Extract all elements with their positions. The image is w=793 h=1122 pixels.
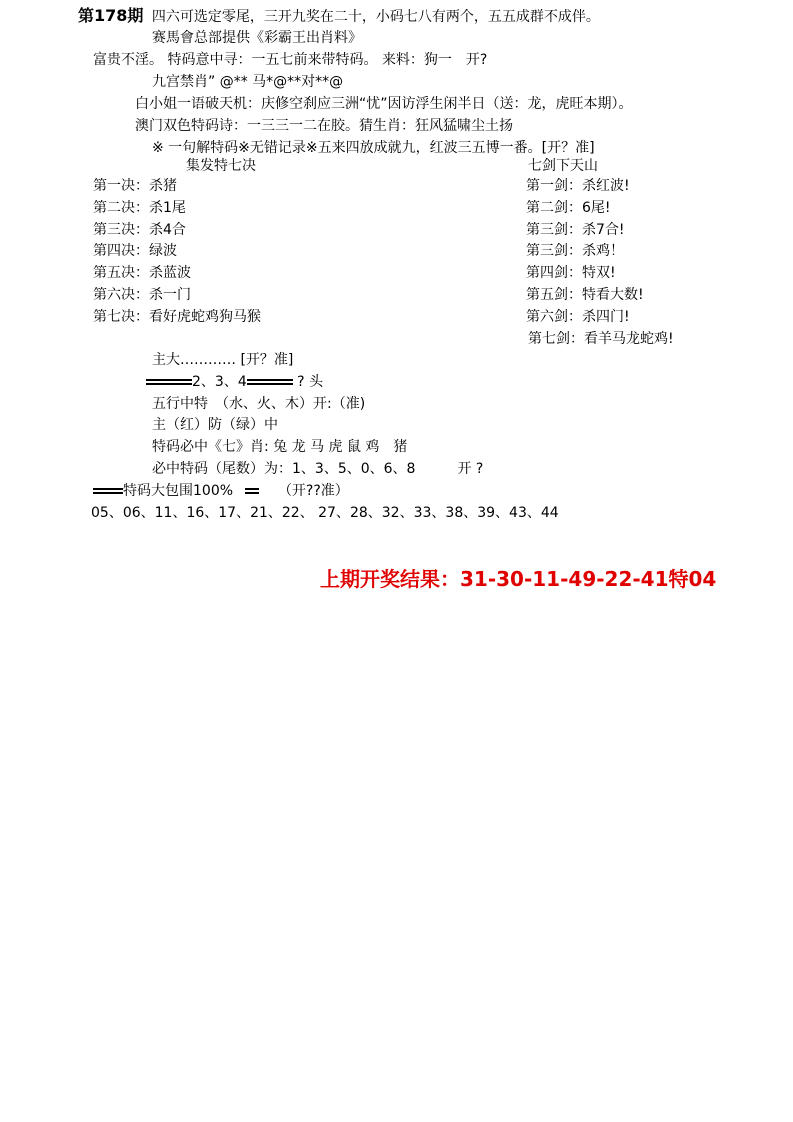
right-item: 第四剑：特双! (526, 265, 616, 282)
issue-number: 第178期 (78, 6, 144, 25)
heads-suffix: ? 头 (292, 374, 324, 390)
right-item: 第一剑：杀红波! (526, 178, 630, 194)
right-item: 第七剑：看羊马龙蛇鸡! (528, 330, 674, 347)
miss-bai-line: 白小姐一语破天机：庆修空刹应三洲“忧”因访浮生闲半日（送：龙，虎旺本期）。 (135, 96, 633, 112)
right-item: 第二剑：6尾! (526, 199, 611, 216)
header-line (78, 6, 600, 27)
tail-line: 必中特码（尾数）为：1、3、5、0、6、8 开 ? (152, 461, 484, 477)
left-item: 第六决：杀一门 (93, 286, 191, 303)
left-list (93, 176, 261, 329)
right-item: 第三剑：杀鸡！ (526, 243, 624, 260)
trigram-icon (146, 377, 192, 387)
trigram-icon (245, 486, 259, 496)
heads-line (146, 372, 323, 392)
left-item: 第三决：杀4合 (93, 221, 186, 238)
right-section-title: 七剑下天山 (528, 158, 598, 174)
poem-line: 澳门双色特码诗：一三三一二在胶。猜生肖：狂风猛啸尘土扬 (135, 118, 513, 134)
note-line: ※ 一句解特码※无错记录※五来四放成就九，红波三五博一番。[开？准] (152, 140, 595, 156)
heads-numbers: 2、3、4 (192, 374, 247, 390)
forbidden-line: 九宫禁肖” @** 马*@**对**@ (152, 74, 344, 90)
left-item: 第四决：绿波 (93, 243, 177, 260)
right-item: 第三剑：杀7合! (526, 221, 625, 238)
enclosure-line (93, 481, 349, 501)
left-item: 第七决：看好虎蛇鸡狗马猴 (93, 308, 261, 325)
wuxing-line: 五行中特 （水、火、木）开:（准) (152, 396, 366, 412)
left-item: 第一决：杀猪 (93, 178, 177, 194)
last-result: 上期开奖结果：31-30-11-49-22-41特04 (320, 567, 717, 591)
trigram-icon (247, 377, 293, 387)
right-list (526, 176, 674, 350)
provider-line: 赛馬會总部提供《彩霸王出肖料》 (152, 30, 362, 46)
left-item: 第五决：杀蓝波 (93, 265, 191, 282)
left-section-title: 集发特七决 (186, 158, 256, 174)
right-item: 第五剑：特看大数! (526, 286, 644, 303)
main-big-line: 主大………… [开？准] (152, 352, 294, 368)
intro-text: 四六可选定零尾，三开九奖在二十，小码七八有两个，五五成群不成伴。 (151, 9, 600, 25)
enclosure-label: 特码大包围100% (123, 483, 234, 499)
left-item: 第二决：杀1尾 (93, 199, 186, 216)
enclosure-suffix: （开??准） (277, 483, 349, 499)
color-line: 主（红）防（绿）中 (152, 417, 278, 433)
trigram-icon (93, 486, 123, 496)
right-item: 第六剑：杀四门! (526, 308, 630, 325)
zodiac-line: 特码必中《七》肖: 兔 龙 马 虎 鼠 鸡 猪 (152, 439, 408, 455)
numbers-line: 05、06、11、16、17、21、22、 27、28、32、33、38、39、43、44 (91, 505, 559, 521)
riddle-line: 富贵不淫。 特码意中寻：一五七前来带特码。 来料：狗一 开? (93, 52, 488, 68)
